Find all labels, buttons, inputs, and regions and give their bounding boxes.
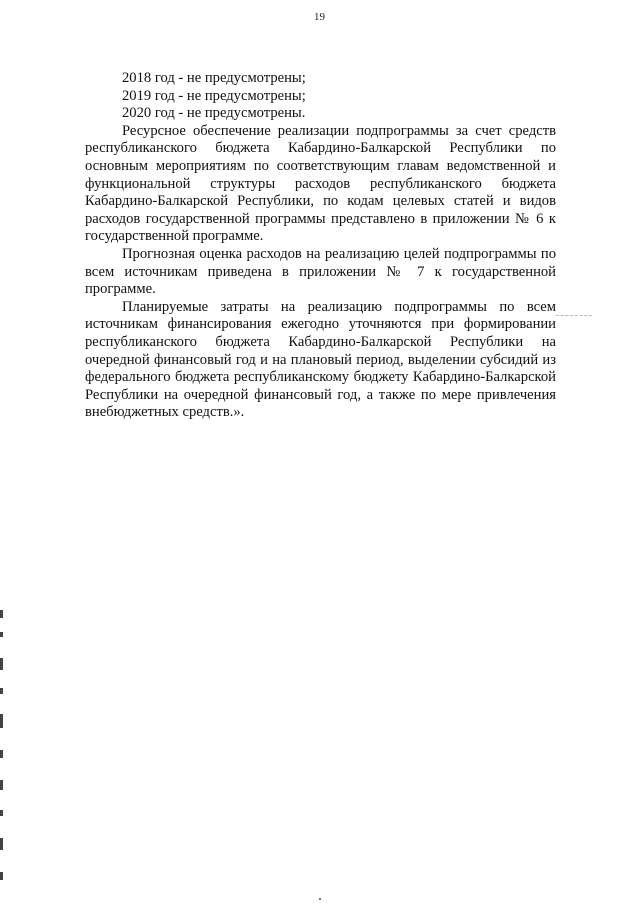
scan-dot [319,898,321,900]
paragraph-planned-costs: Планируемые затраты на реализацию подпрограммы по всем источникам финансирования ежегодно уточняются при формировании республиканского бюджета Кабардино-Балкарской Республики на очередной финансовый год и на плановый период, выделении субсидий из федерального бюджета республиканскому бюджету Кабардино-Балкарской Республики на очередной финансовый год, а также по мере привлечения внебюджетных средств.». [85,298,556,421]
funding-line-2019: 2019 год - не предусмотрены; [122,87,306,104]
document-body [85,70,556,422]
funding-line-2018: 2018 год - не предусмотрены; [122,70,306,86]
paragraph-resource-provision: Ресурсное обеспечение реализации подпрограммы за счет средств республиканского бюджета Кабардино-Балкарской Республики по основным мероприятиям по соответствующим главам ведомственной и функциональной структуры расходов республиканского бюджета Кабардино-Балкарской Республики, по кодам целевых статей и видов расходов государственной программы представлено в приложении № 6 к государственной программе. [85,122,556,245]
scan-artifact [556,315,592,317]
paragraph-forecast-estimate: Прогнозная оценка расходов на реализацию целей подпрограммы по всем источникам приведена в приложении № 7 к государственной программе. [85,245,556,298]
page-number: 19 [314,11,325,23]
funding-line-2020: 2020 год - не предусмотрены. [122,105,306,122]
binding-edge-marks [0,610,4,905]
